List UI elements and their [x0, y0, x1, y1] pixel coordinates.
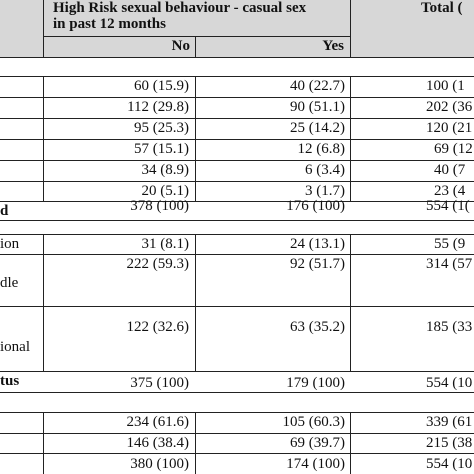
cell-total: 100 (1 [426, 78, 465, 94]
column-rule [350, 76, 351, 201]
cell-yes: 174 (100) [286, 456, 345, 472]
cell-total: 55 (9 [434, 236, 466, 252]
column-rule [195, 36, 196, 57]
group-header-line1: High Risk sexual behaviour - casual sex [53, 0, 307, 16]
column-rule [195, 234, 196, 371]
row-rule [0, 254, 474, 255]
cell-no: 380 (100) [130, 456, 189, 472]
column-rule [350, 0, 351, 57]
cell-total: 215 (38 [426, 435, 473, 451]
header-bottom-rule [0, 57, 474, 58]
column-rule [43, 412, 44, 474]
cell-total: 185 (33 [426, 319, 473, 335]
cell-no: 31 (8.1) [141, 236, 189, 252]
group-header-line2: in past 12 months [53, 16, 166, 32]
row-rule [0, 371, 474, 372]
cell-yes: 179 (100) [286, 375, 345, 391]
cell-no: 234 (61.6) [126, 414, 189, 430]
cell-no: 20 (5.1) [141, 183, 189, 199]
cell-yes: 92 (51.7) [290, 256, 345, 272]
column-rule [195, 76, 196, 201]
row-rule [0, 181, 474, 182]
column-header-no: No [171, 38, 190, 54]
cell-no: 112 (29.8) [127, 99, 189, 115]
cell-yes: 3 (1.7) [305, 183, 345, 199]
cell-total: 339 (61 [426, 414, 473, 430]
row-label: dle [0, 275, 19, 291]
cell-total: 202 (36 [426, 99, 473, 115]
cell-no: 95 (25.3) [134, 120, 189, 136]
row-label: ion [0, 236, 20, 252]
cell-total: 554 (10 [426, 456, 473, 472]
row-rule [0, 201, 474, 202]
cell-total: 554 (1( [426, 198, 470, 214]
row-label: ional [0, 339, 30, 355]
column-rule [350, 234, 351, 371]
row-rule [0, 160, 474, 161]
row-rule [0, 220, 474, 221]
cell-yes: 69 (39.7) [290, 435, 345, 451]
row-rule [0, 118, 474, 119]
section-title-marital-status: tus [0, 373, 20, 389]
cell-yes: 6 (3.4) [305, 162, 345, 178]
column-header-yes: Yes [322, 38, 344, 54]
cell-yes: 25 (14.2) [290, 120, 345, 136]
cell-yes: 24 (13.1) [290, 236, 345, 252]
cell-no: 375 (100) [130, 375, 189, 391]
header-divider [43, 36, 350, 37]
column-rule [43, 234, 44, 371]
row-rule [0, 412, 474, 413]
cell-total: 554 (10 [426, 375, 473, 391]
column-rule [195, 412, 196, 474]
cell-no: 378 (100) [130, 198, 189, 214]
cell-total: 23 (4 [434, 183, 466, 199]
row-rule [0, 453, 474, 454]
column-rule [350, 412, 351, 474]
total-header: Total ( [421, 0, 463, 16]
cell-yes: 40 (22.7) [290, 78, 345, 94]
row-rule [0, 234, 474, 235]
cell-no: 57 (15.1) [134, 141, 189, 157]
row-rule [0, 76, 474, 77]
cell-yes: 176 (100) [286, 198, 345, 214]
cell-total: 120 (21 [426, 120, 473, 136]
column-rule [43, 76, 44, 201]
row-rule [0, 433, 474, 434]
cell-yes: 12 (6.8) [297, 141, 345, 157]
row-rule [0, 139, 474, 140]
cell-yes: 63 (35.2) [290, 319, 345, 335]
section-title-education: d [0, 203, 9, 219]
cell-no: 60 (15.9) [134, 78, 189, 94]
cell-total: 40 (7 [434, 162, 466, 178]
cell-total: 314 (57 [426, 256, 473, 272]
cell-no: 122 (32.6) [126, 319, 189, 335]
row-rule [0, 306, 474, 307]
cell-yes: 105 (60.3) [282, 414, 345, 430]
cell-yes: 90 (51.1) [290, 99, 345, 115]
cell-total: 69 (12 [434, 141, 473, 157]
cell-no: 34 (8.9) [141, 162, 189, 178]
cell-no: 222 (59.3) [126, 256, 189, 272]
column-rule [43, 0, 44, 57]
cell-no: 146 (38.4) [126, 435, 189, 451]
row-rule [0, 97, 474, 98]
row-rule [0, 392, 474, 393]
